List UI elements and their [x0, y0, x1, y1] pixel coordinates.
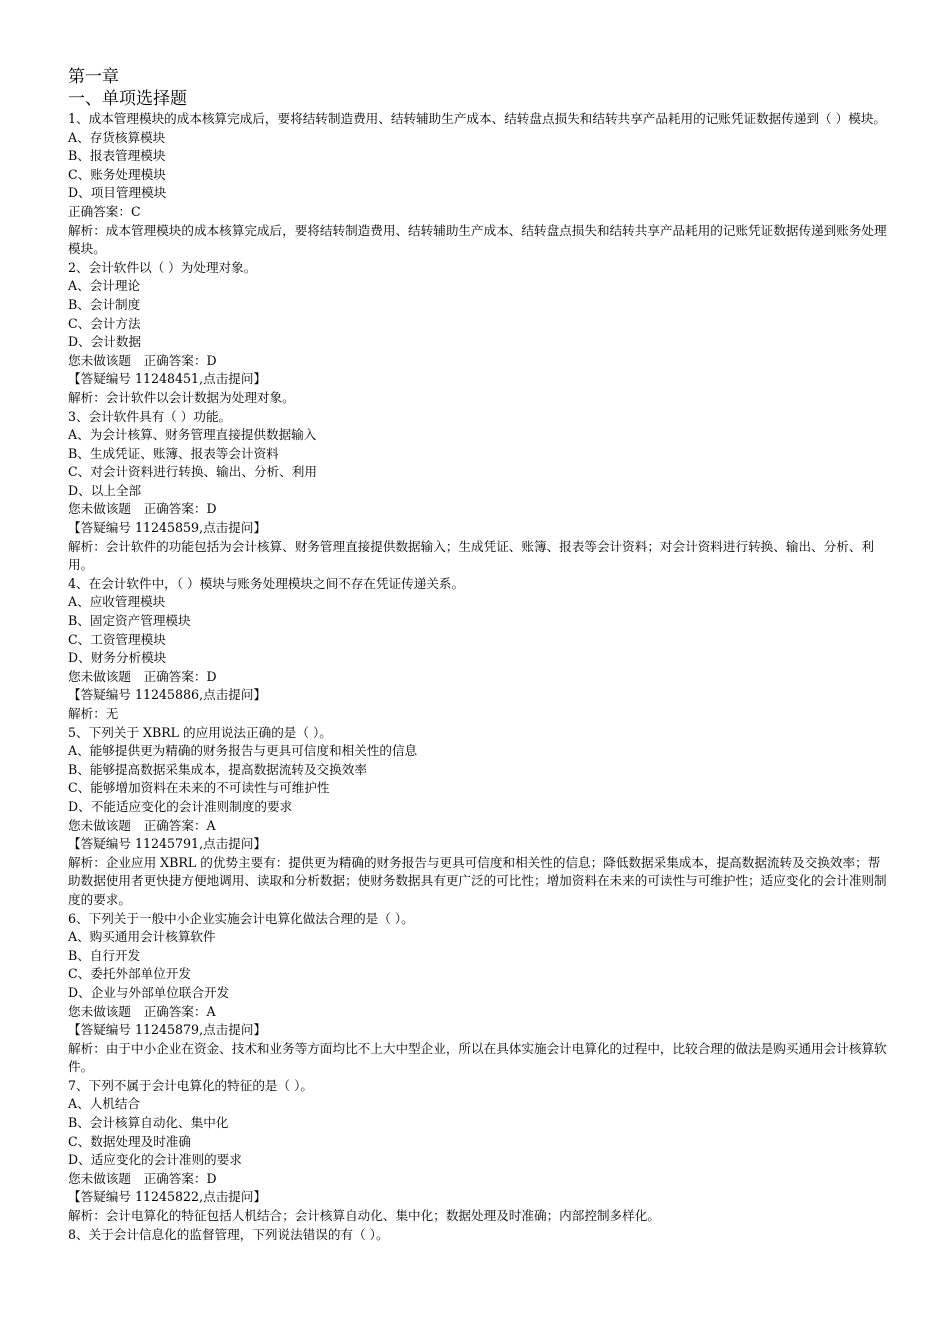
option-c: C、对会计资料进行转换、输出、分析、利用	[68, 464, 317, 480]
analysis-text: 解析：无	[68, 706, 119, 721]
option-a: A、应收管理模块	[68, 594, 166, 610]
option-a: A、购买通用会计核算软件	[68, 929, 216, 945]
question-5	[68, 724, 888, 910]
option-d: D、适应变化的会计准则的要求	[68, 1152, 242, 1168]
option-b: B、固定资产管理模块	[68, 613, 191, 629]
section-title: 一、单项选择题	[68, 89, 187, 109]
chapter-title: 第一章	[68, 67, 119, 87]
question-8	[68, 1226, 888, 1245]
question-stem: 4、在会计软件中，（ ）模块与账务处理模块之间不存在凭证传递关系。	[68, 575, 465, 591]
option-b: B、生成凭证、账簿、报表等会计资料	[68, 445, 279, 461]
ask-question-link[interactable]: 【答疑编号 11245886,点击提问】	[68, 687, 267, 703]
question-stem: 5、下列关于 XBRL 的应用说法正确的是（ ）。	[68, 724, 332, 740]
analysis-text: 解析：成本管理模块的成本核算完成后，要将结转制造费用、结转辅助生产成本、结转盘点损失和结转共享产品耗用的记账凭证数据传递到账务处理模块。	[68, 222, 887, 257]
document-page	[68, 66, 888, 1244]
option-b: B、会计制度	[68, 296, 141, 312]
ask-question-link[interactable]: 【答疑编号 11245879,点击提问】	[68, 1022, 267, 1038]
analysis-text: 解析：企业应用 XBRL 的优势主要有：提供更为精确的财务报告与更具可信度和相关性的信息；降低数据采集成本，提高数据流转及交换效率；帮助数据使用者更快捷方便地调用、读取和分析数据；使财务数据具有更广泛的可比性；增加资料在未来的可读性与可维护性；适应变化的会计准则制度的要求。	[68, 854, 887, 907]
analysis-text: 解析：会计软件的功能包括为会计核算、财务管理直接提供数据输入；生成凭证、账簿、报表等会计资料；对会计资料进行转换、输出、分析、利用。	[68, 538, 874, 573]
question-2	[68, 259, 888, 408]
answer-line: 您未做该题 正确答案：D	[68, 501, 217, 517]
question-stem: 7、下列不属于会计电算化的特征的是（ ）。	[68, 1077, 313, 1093]
option-b: B、能够提高数据采集成本，提高数据流转及交换效率	[68, 761, 367, 777]
ask-question-link[interactable]: 【答疑编号 11248451,点击提问】	[68, 371, 267, 387]
option-c: C、工资管理模块	[68, 631, 166, 647]
answer-line: 您未做该题 正确答案：A	[68, 817, 216, 833]
option-a: A、能够提供更为精确的财务报告与更具可信度和相关性的信息	[68, 743, 418, 759]
question-3	[68, 408, 888, 575]
option-c: C、能够增加资料在未来的不可读性与可维护性	[68, 780, 330, 796]
question-stem: 8、关于会计信息化的监督管理，下列说法错误的有（ ）。	[68, 1226, 389, 1242]
option-a: A、存货核算模块	[68, 129, 166, 145]
question-1	[68, 110, 888, 259]
option-c: C、数据处理及时准确	[68, 1133, 191, 1149]
option-c: C、委托外部单位开发	[68, 966, 191, 982]
analysis-text: 解析：会计电算化的特征包括人机结合；会计核算自动化、集中化；数据处理及时准确；内部控制多样化。	[68, 1208, 660, 1224]
option-d: D、财务分析模块	[68, 650, 167, 666]
question-7	[68, 1077, 888, 1226]
question-6	[68, 910, 888, 1077]
option-c: C、会计方法	[68, 315, 141, 331]
option-b: B、会计核算自动化、集中化	[68, 1115, 229, 1131]
answer-line: 您未做该题 正确答案：D	[68, 668, 217, 684]
answer-line: 您未做该题 正确答案：D	[68, 352, 217, 368]
option-d: D、会计数据	[68, 334, 142, 350]
analysis-text: 解析：会计软件以会计数据为处理对象。	[68, 389, 295, 405]
question-4	[68, 575, 888, 724]
question-stem: 1、成本管理模块的成本核算完成后，要将结转制造费用、结转辅助生产成本、结转盘点损失和结转共享产品耗用的记账凭证数据传递到（ ）模块。	[68, 111, 887, 126]
ask-question-link[interactable]: 【答疑编号 11245791,点击提问】	[68, 836, 267, 852]
option-b: B、自行开发	[68, 947, 141, 963]
ask-question-link[interactable]: 【答疑编号 11245859,点击提问】	[68, 520, 267, 536]
question-stem: 2、会计软件以（ ）为处理对象。	[68, 259, 257, 275]
option-a: A、为会计核算、财务管理直接提供数据输入	[68, 427, 317, 443]
option-b: B、报表管理模块	[68, 148, 166, 164]
option-a: A、会计理论	[68, 278, 141, 294]
question-stem: 6、下列关于一般中小企业实施会计电算化做法合理的是（ ）。	[68, 910, 414, 926]
option-d: D、以上全部	[68, 482, 142, 498]
option-d: D、企业与外部单位联合开发	[68, 984, 230, 1000]
option-c: C、账务处理模块	[68, 166, 166, 182]
option-a: A、人机结合	[68, 1096, 141, 1112]
option-d: D、项目管理模块	[68, 185, 167, 201]
answer-line: 您未做该题 正确答案：D	[68, 1170, 217, 1186]
ask-question-link[interactable]: 【答疑编号 11245822,点击提问】	[68, 1189, 267, 1205]
analysis-text: 解析：由于中小企业在资金、技术和业务等方面均比不上大中型企业，所以在具体实施会计电算化的过程中，比较合理的做法是购买通用会计核算软件。	[68, 1040, 887, 1075]
question-stem: 3、会计软件具有（ ）功能。	[68, 408, 232, 424]
answer-line: 正确答案：C	[68, 203, 141, 219]
answer-line: 您未做该题 正确答案：A	[68, 1003, 216, 1019]
option-d: D、不能适应变化的会计准则制度的要求	[68, 798, 293, 814]
